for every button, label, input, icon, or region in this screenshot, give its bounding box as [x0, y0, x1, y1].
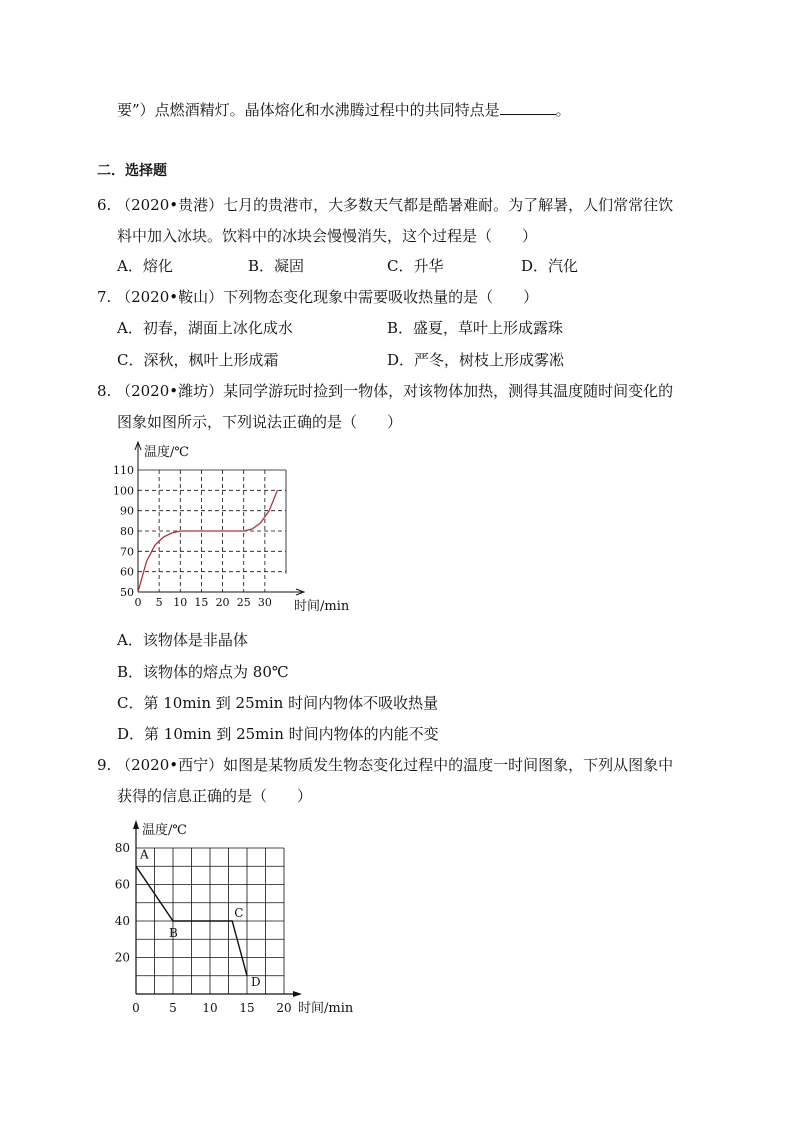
question-6-text: （2020•贵港）七月的贵港市，大多数天气都是酷暑难耐。为了解暑，人们常常往饮: [116, 196, 674, 214]
x-tick-label: 10: [173, 596, 188, 609]
x-axis-label: 时间/min: [298, 1001, 354, 1016]
point-label-a: A: [140, 847, 149, 862]
point-label-d: D: [251, 974, 261, 989]
question-7-number: 7.: [97, 288, 112, 306]
x-tick-label: 0: [134, 596, 142, 609]
question-8-number: 8.: [97, 382, 112, 400]
y-tick-label: 80: [120, 525, 134, 538]
y-axis-label: 温度/℃: [144, 445, 189, 460]
y-tick-label: 100: [113, 484, 134, 498]
answer-blank: [500, 100, 556, 115]
question-8-line1: [97, 381, 673, 401]
question-9-line2: 获得的信息正确的是（ ）: [117, 787, 313, 805]
q7-option-a[interactable]: A．初春，湖面上冰化成水: [117, 319, 293, 337]
x-axis-arrow: [293, 991, 302, 997]
question-7-text: （2020•鞍山）下列物态变化现象中需要吸收热量的是（ ）: [116, 288, 539, 306]
y-tick-label: 20: [114, 950, 130, 965]
x-tick-label: 25: [236, 596, 251, 609]
x-tick-label: 15: [194, 596, 209, 609]
q6-option-b[interactable]: B．凝固: [248, 257, 305, 275]
y-axis-label: 温度/℃: [142, 823, 187, 838]
q6-option-d[interactable]: D．汽化: [521, 257, 579, 275]
y-tick-label: 80: [114, 841, 130, 855]
question-9-line1: [97, 755, 673, 775]
q8-option-b[interactable]: B．该物体的熔点为 80℃: [117, 663, 289, 681]
q8-option-a[interactable]: A．该物体是非晶体: [117, 631, 248, 649]
x-tick-label: 5: [169, 1001, 177, 1015]
question-6-line2: 料中加入冰块。饮料中的冰块会慢慢消失，这个过程是（ ）: [117, 227, 538, 245]
x-tick-label: 5: [155, 596, 163, 609]
y-tick-label: 40: [114, 914, 130, 928]
y-tick-label: 60: [114, 877, 130, 892]
temperature-time-chart-2: [100, 812, 390, 1022]
x-tick-label: 15: [239, 1001, 255, 1015]
q6-option-a[interactable]: A．熔化: [117, 257, 173, 275]
question-7-line1: [97, 287, 538, 307]
top-line: [117, 100, 571, 120]
top-line-suffix: 。: [555, 101, 571, 119]
y-axis-arrow: [133, 820, 139, 829]
question-9-text: （2020•西宁）如图是某物质发生物态变化过程中的温度一时间图象，下列从图象中: [116, 756, 674, 774]
y-tick-label: 70: [120, 545, 134, 559]
q8-option-c[interactable]: C．第 10min 到 25min 时间内物体不吸收热量: [117, 694, 439, 712]
q7-option-b[interactable]: B．盛夏，草叶上形成露珠: [387, 319, 564, 337]
q6-option-c[interactable]: C．升华: [387, 257, 444, 275]
question-6-number: 6.: [97, 196, 112, 214]
question-8-line2: 图象如图所示，下列说法正确的是（ ）: [117, 413, 403, 431]
y-tick-label: 90: [120, 504, 134, 518]
section-title: 二．选择题: [97, 163, 167, 179]
q7-option-d[interactable]: D．严冬，树枝上形成雾凇: [387, 351, 565, 369]
x-tick-label: 30: [257, 596, 272, 609]
question-6-line1: [97, 195, 673, 215]
point-label-c: C: [234, 906, 244, 920]
y-tick-label: 60: [120, 565, 134, 579]
q8-option-d[interactable]: D．第 10min 到 25min 时间内物体的内能不变: [117, 725, 439, 743]
q7-option-c[interactable]: C．深秋，枫叶上形成霜: [117, 351, 279, 369]
question-8-text: （2020•潍坊）某同学游玩时捡到一物体，对该物体加热，测得其温度随时间变化的: [116, 382, 674, 400]
x-tick-label: 20: [215, 596, 230, 609]
y-tick-label: 50: [120, 586, 134, 599]
x-tick-label: 20: [276, 1001, 292, 1015]
x-tick-label: 10: [202, 1001, 218, 1015]
y-tick-label: 110: [113, 464, 134, 477]
x-tick-label: 0: [132, 1001, 140, 1015]
top-line-prefix: 要”）点燃酒精灯。晶体熔化和水沸腾过程中的共同特点是: [117, 101, 500, 119]
temperature-time-chart-1: [110, 436, 370, 616]
x-axis-label: 时间/min: [294, 599, 350, 614]
question-9-number: 9.: [97, 756, 112, 774]
point-label-b: B: [169, 926, 178, 940]
